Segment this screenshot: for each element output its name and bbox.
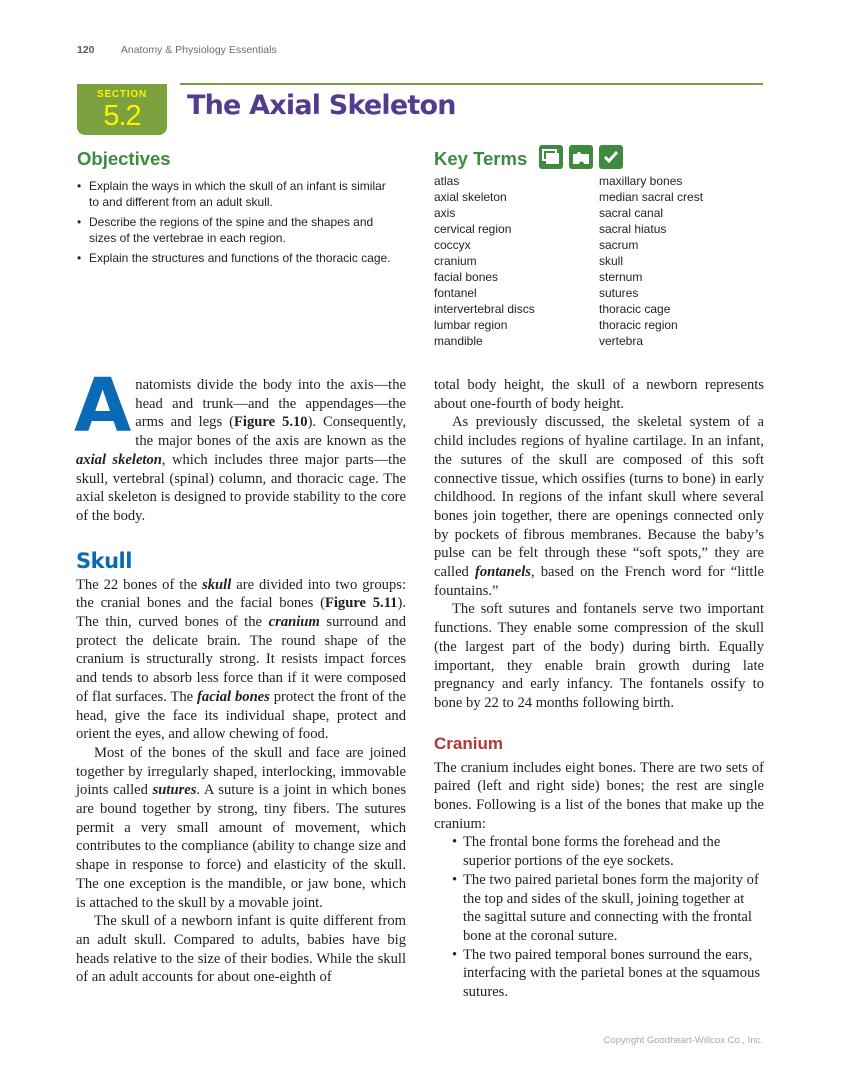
body-column-left xyxy=(74,363,406,987)
key-term: lumbar region xyxy=(434,318,508,332)
key-term: sacral hiatus xyxy=(599,222,667,236)
key-term: vertebra xyxy=(599,334,644,348)
objective-item: • Describe the regions of the spine and the shapes and sizes of the vertebrae in each region. xyxy=(77,214,397,246)
key-term: sternum xyxy=(599,270,643,284)
key-terms-column-2 xyxy=(599,173,764,349)
key-term: thoracic region xyxy=(599,318,678,332)
key-term: coccyx xyxy=(434,238,471,252)
key-term: mandible xyxy=(434,334,483,348)
figure-ref[interactable]: Figure 5.10 xyxy=(233,414,308,431)
section-title: The Axial Skeleton xyxy=(187,90,456,121)
key-term: sacral canal xyxy=(599,206,664,220)
skull-paragraph-5: The soft sutures and fontanels serve two important functions. They enable some compression of the skull (the largest part of the body) during birth. Equally important, they enable brain growth during late pregnancy and early infancy. The fontanels ossify to bone by 22 to 24 months following birth. xyxy=(434,601,764,711)
key-term: intervertebral discs xyxy=(434,302,535,316)
key-term: skull xyxy=(599,254,624,268)
key-term: maxillary bones xyxy=(599,174,683,188)
figure-ref[interactable]: Figure 5.11 xyxy=(324,595,398,612)
key-term: cervical region xyxy=(434,222,512,236)
key-term: sutures xyxy=(599,286,639,300)
key-term: thoracic cage xyxy=(599,302,671,316)
text-run: . A suture is a joint in which bones are bound together by strong, tiny fibers. The sutures permit a very small amount of movement, which contributes to the compliance (ability to change size and shape in response to force) and elasticity of the skull. The one exception is the mandible, or jaw bone, which is attached to the skull by a movable joint. xyxy=(76,782,406,911)
puzzle-icon[interactable] xyxy=(569,145,593,169)
key-term-ref: fontanels xyxy=(474,564,531,581)
key-terms-heading: Key Terms xyxy=(434,148,528,169)
skull-paragraph-3: The skull of a newborn infant is quite different from an adult skull. Compared to adults, babies have big heads relative to the size of their bodies. While the skull of an adult accounts for about one-eighth of xyxy=(76,913,406,986)
text-run: The 22 bones of the xyxy=(76,576,203,593)
key-term-ref: axial skeleton xyxy=(76,451,162,468)
key-term: median sacral crest xyxy=(599,190,704,204)
objective-item: • Explain the ways in which the skull of an infant is similar to and different from an adult skull. xyxy=(77,178,397,210)
section-badge xyxy=(77,84,167,135)
key-term: fontanel xyxy=(434,286,477,300)
checkmark-icon[interactable] xyxy=(599,145,623,169)
section-label: SECTION xyxy=(96,89,148,100)
key-term-ref: facial bones xyxy=(197,688,270,705)
objective-item: • Explain the structures and functions of the thoracic cage. xyxy=(77,250,397,266)
key-term: axial skeleton xyxy=(434,190,507,204)
objectives-list xyxy=(77,178,397,266)
body-column-right xyxy=(434,376,764,1002)
objectives-box xyxy=(77,148,397,270)
intro-paragraph xyxy=(74,363,406,526)
cranium-bullet: • The two paired temporal bones surround the ears, interfacing with the parietal bones at the squamous sutures. xyxy=(452,946,764,1002)
text-run: ). The thin, curved bones of the xyxy=(76,595,406,631)
key-term: facial bones xyxy=(434,270,499,284)
text-run: protect the front of the head, give the face its individual shape, protect and orient the eyes, and allow chewing of food. xyxy=(76,688,406,743)
text-run: ). Consequently, the major bones of the axis are known as the xyxy=(135,414,406,450)
cranium-bullet: • The frontal bone forms the forehead and the superior portions of the eye sockets. xyxy=(452,833,764,870)
running-head xyxy=(77,44,277,56)
text-run: As previously discussed, the skeletal system of a child includes regions of hyaline cartilage. In an infant, the sutures of the skull are composed of this soft connective tissue, which ossifies (turns to bone) in early childhood. In regions of the infant skull where several bones join together, there are openings connected only by pockets of fibrous membranes. Because the baby’s pulse can be felt through these “soft spots,” they are called xyxy=(434,414,764,581)
key-terms-column-1 xyxy=(434,173,599,349)
key-term: sacrum xyxy=(599,238,639,252)
skull-paragraph-1 xyxy=(76,576,406,744)
key-term-ref: sutures xyxy=(152,782,197,799)
cranium-paragraph: The cranium includes eight bones. There are two sets of paired (left and right side) bones; the rest are single bones. Following is a list of the bones that make up the cranium: xyxy=(434,759,764,832)
section-number: 5.2 xyxy=(103,100,141,132)
book-title: Anatomy & Physiology Essentials xyxy=(120,44,277,56)
key-term-ref: cranium xyxy=(268,614,320,631)
flashcards-icon[interactable] xyxy=(539,145,563,169)
skull-paragraph-3-continued: total body height, the skull of a newborn represents about one-fourth of body height. xyxy=(434,377,764,412)
drop-cap: A xyxy=(74,363,132,449)
text-run: are divided into two groups: the cranial bones and the facial bones ( xyxy=(76,576,406,612)
skull-heading: Skull xyxy=(76,548,132,573)
cranium-bone-list xyxy=(434,833,764,1001)
cranium-heading: Cranium xyxy=(434,733,503,753)
skull-paragraph-4 xyxy=(434,413,764,600)
key-terms-box xyxy=(434,144,764,349)
text-run: , based on the French word for “little fountains.” xyxy=(434,564,764,599)
key-term: axis xyxy=(434,206,456,220)
page-number: 120 xyxy=(77,44,95,56)
text-run: surround and protect the delicate brain. The round shape of the cranium is structurally strong. It resists impact forces and tends to absorb less force than if it were composed of flat surfaces. The xyxy=(76,614,406,705)
skull-paragraph-2 xyxy=(76,744,406,912)
key-term-ref: skull xyxy=(202,576,232,593)
text-run: Most of the bones of the skull and face are joined together by irregularly shaped, interlocking, immovable joints called xyxy=(76,744,406,799)
objectives-heading: Objectives xyxy=(77,148,171,169)
key-term: cranium xyxy=(434,254,477,268)
header-rule xyxy=(180,83,763,85)
cranium-bullet: • The two paired parietal bones form the majority of the top and sides of the skull, joining together at the sagittal suture and connecting with the frontal bone at the coronal suture. xyxy=(452,871,764,946)
key-term: atlas xyxy=(434,174,460,188)
text-run: , which includes three major parts—the skull, vertebral (spinal) column, and thoracic cage. The axial skeleton is designed to provide stability to the core of the body. xyxy=(76,451,406,524)
copyright-footer: Copyright Goodheart-Willcox Co., Inc. xyxy=(603,1035,763,1046)
text-run: natomists divide the body into the axis—the head and trunk—and the appendages—the arms and legs ( xyxy=(135,377,406,431)
